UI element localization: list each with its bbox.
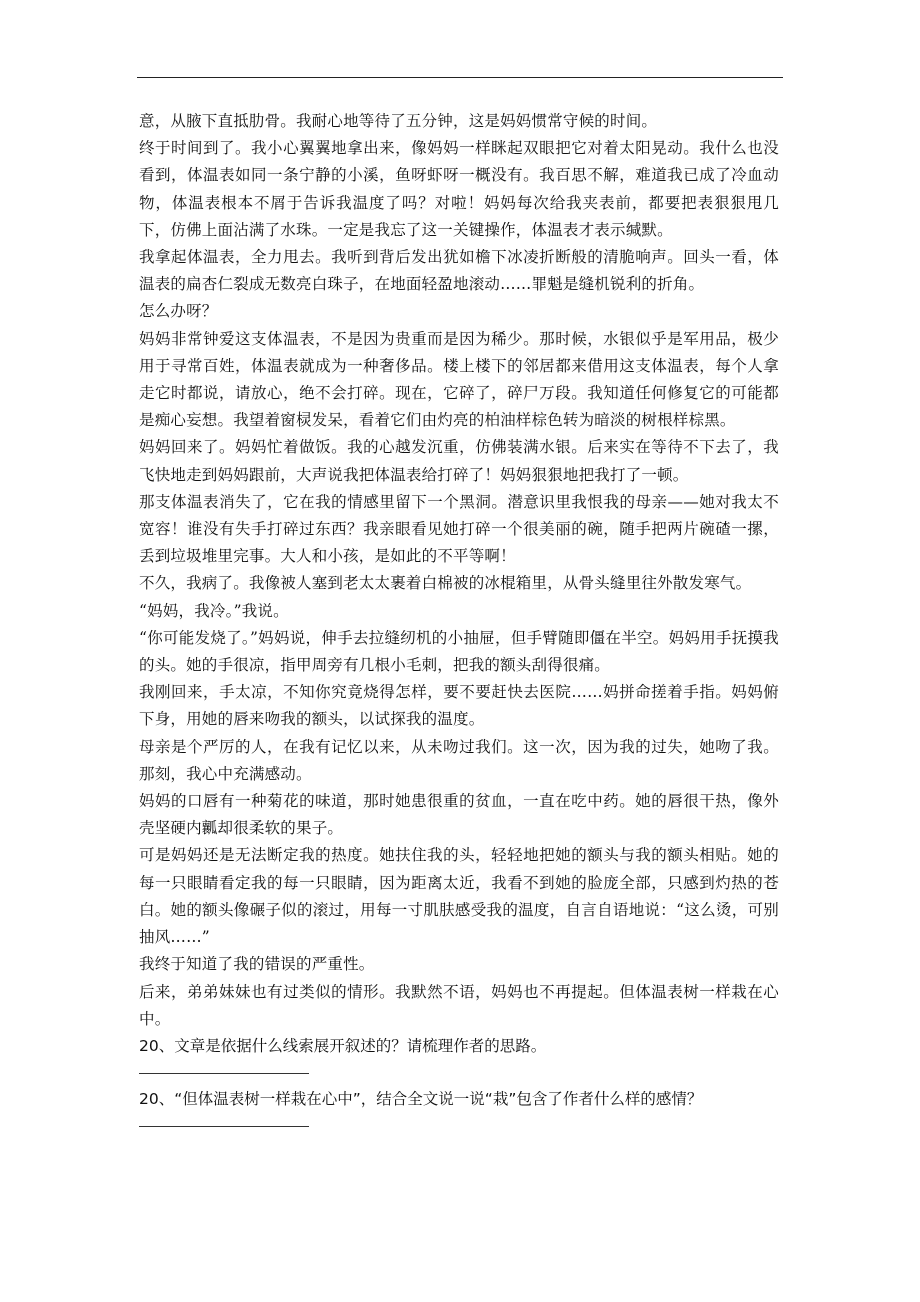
paragraph: 妈妈回来了。妈妈忙着做饭。我的心越发沉重，仿佛装满水银。后来实在等待不下去了，我飞快地走到妈妈跟前，大声说我把体温表给打碎了！妈妈狠狠地把我打了一顿。 bbox=[139, 438, 779, 484]
answer-line-1[interactable] bbox=[139, 1073, 309, 1074]
paragraph: 意，从腋下直抵肋骨。我耐心地等待了五分钟，这是妈妈惯常守候的时间。 bbox=[139, 112, 658, 130]
article-body bbox=[139, 108, 779, 1139]
answer-line-2[interactable] bbox=[139, 1126, 309, 1127]
paragraph: 我终于知道了我的错误的严重性。 bbox=[139, 955, 375, 974]
paragraph: 怎么办呀？ bbox=[139, 302, 218, 321]
paragraph: 那支体温表消失了，它在我的情感里留下一个黑洞。潜意识里我恨我的母亲——她对我太不宽容！谁没有失手打碎过东西？我亲眼看见她打碎一个很美丽的碗，随手把两片碗碴一摞，丢到垃圾堆里完事。大人和小孩，是如此的不平等啊！ bbox=[139, 492, 779, 566]
header-rule bbox=[137, 77, 783, 78]
paragraph: 妈妈非常钟爱这支体温表，不是因为贵重而是因为稀少。那时候，水银似乎是军用品，极少用于寻常百姓，体温表就成为一种奢侈品。楼上楼下的邻居都来借用这支体温表，每个人拿走它时都说，请放心，绝不会打碎。现在，它碎了，碎尸万段。我知道任何修复它的可能都是痴心妄想。我望着窗棂发呆，看着它们由灼亮的柏油样棕色转为暗淡的树根样棕黑。 bbox=[139, 329, 779, 430]
paragraph: “你可能发烧了。”妈妈说，伸手去拉缝纫机的小抽屉，但手臂随即僵在半空。妈妈用手抚摸我的头。她的手很凉，指甲周旁有几根小毛刺，把我的额头刮得很痛。 bbox=[139, 628, 779, 675]
paragraph: 后来，弟弟妹妹也有过类似的情形。我默然不语，妈妈也不再提起。但体温表树一样栽在心中。 bbox=[139, 982, 779, 1028]
paragraph: 不久，我病了。我像被人塞到老太太裹着白棉被的冰棍箱里，从骨头缝里往外散发寒气。 bbox=[139, 574, 752, 593]
paragraph: “妈妈，我冷。”我说。 bbox=[139, 601, 289, 620]
paragraph: 我拿起体温表，全力甩去。我听到背后发出犹如檐下冰凌折断般的清脆响声。回头一看，体温表的扁杏仁裂成无数亮白珠子，在地面轻盈地滚动……罪魁是缝机锐利的折角。 bbox=[139, 248, 779, 294]
paragraph: 终于时间到了。我小心翼翼地拿出来，像妈妈一样眯起双眼把它对着太阳晃动。我什么也没看到，体温表如同一条宁静的小溪，鱼呀虾呀一概没有。我百思不解，难道我已成了冷血动物，体温表根本不屑于告诉我温度了吗？对啦！妈妈每次给我夹表前，都要把表狠狠甩几下，仿佛上面沾满了水珠。一定是我忘了这一关键操作，体温表才表示缄默。 bbox=[139, 139, 779, 239]
question-2: 20、“但体温表树一样栽在心中”，结合全文说一说“栽”包含了作者什么样的感情？ bbox=[139, 1090, 703, 1109]
paragraph: 母亲是个严厉的人，在我有记忆以来，从未吻过我们。这一次，因为我的过失，她吻了我。那刻，我心中充满感动。 bbox=[139, 737, 779, 783]
paragraph: 可是妈妈还是无法断定我的热度。她扶住我的头，轻轻地把她的额头与我的额头相贴。她的每一只眼睛看定我的每一只眼睛，因为距离太近，我看不到她的脸庞全部，只感到灼热的苍白。她的额头像碾子似的滚过，用每一寸肌肤感受我的温度，自言自语地说：“这么烫，可别抽风……” bbox=[139, 846, 779, 947]
paragraph: 妈妈的口唇有一种菊花的味道，那时她患很重的贫血，一直在吃中药。她的唇很干热，像外壳坚硬内瓤却很柔软的果子。 bbox=[139, 792, 779, 838]
question-1: 20、文章是依据什么线索展开叙述的？请梳理作者的思路。 bbox=[139, 1036, 547, 1055]
paragraph: 我刚回来，手太凉，不知你究竟烧得怎样，要不要赶快去医院……妈拼命搓着手指。妈妈俯下身，用她的唇来吻我的额头，以试探我的温度。 bbox=[139, 683, 779, 729]
